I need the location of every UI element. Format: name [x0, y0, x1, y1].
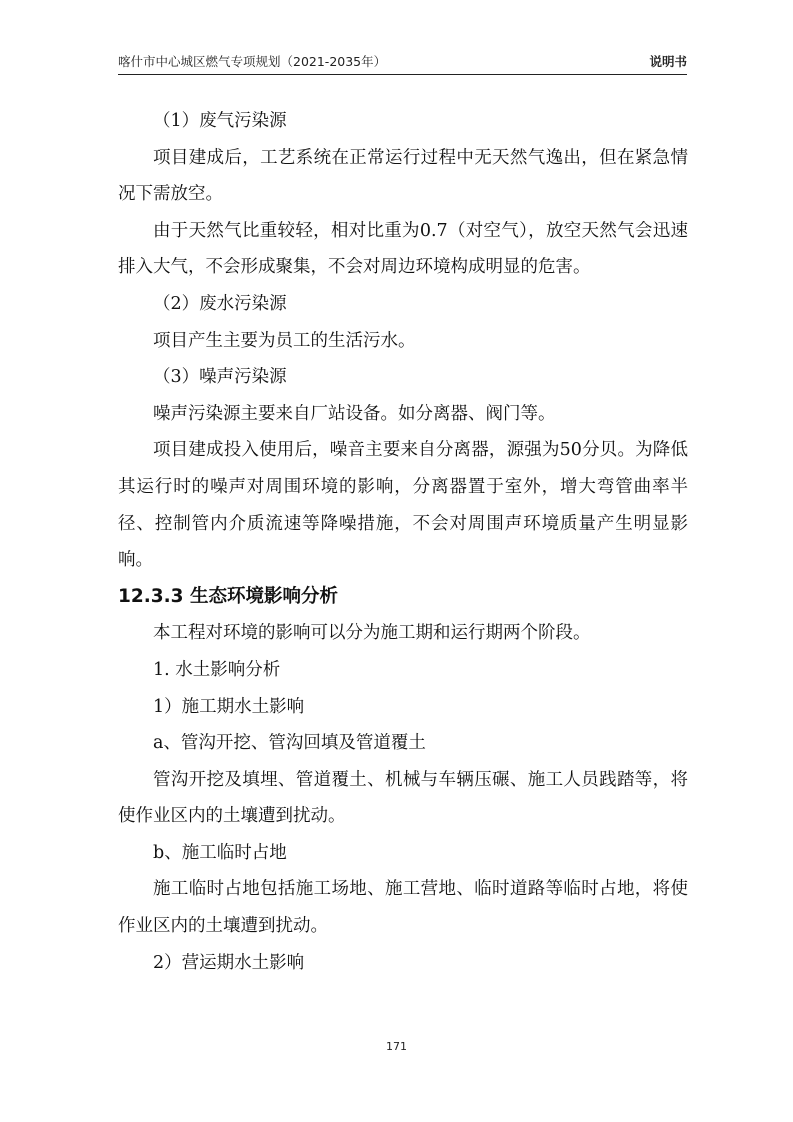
paragraph: 噪声污染源主要来自厂站设备。如分离器、阀门等。: [153, 403, 556, 424]
subsection-exhaust-gas: （1）废气污染源: [153, 111, 287, 131]
paragraph: 项目建成投入使用后，噪音主要来自分离器，源强为50分贝。为降低其运行时的噪声对周围环境的影响，分离器置于室外，增大弯管曲率半径、控制管内介质流速等降噪措施，不会对周围声环境质量产生明显影响。: [118, 440, 688, 571]
page-header: [118, 52, 687, 75]
header-title: 喀什市中心城区燃气专项规划（2021-2035年）: [118, 54, 387, 69]
list-item: 1. 水土影响分析: [153, 659, 281, 680]
paragraph: 管沟开挖及填埋、管道覆土、机械与车辆压碾、施工人员践踏等，将使作业区内的土壤遭到扰动。: [118, 769, 688, 827]
paragraph: 由于天然气比重较轻，相对比重为0.7（对空气），放空天然气会迅速排入大气，不会形成聚集，不会对周边环境构成明显的危害。: [118, 220, 688, 278]
document-body: [118, 103, 688, 981]
list-item: 2）营运期水土影响: [153, 952, 305, 973]
list-item: b、施工临时占地: [153, 842, 287, 863]
paragraph: 项目产生主要为员工的生活污水。: [153, 330, 416, 351]
page-number: 171: [386, 1040, 407, 1053]
header-doc-type: 说明书: [649, 54, 687, 69]
paragraph: 施工临时占地包括施工场地、施工营地、临时道路等临时占地，将使作业区内的土壤遭到扰动。: [118, 879, 688, 937]
paragraph: 项目建成后，工艺系统在正常运行过程中无天然气逸出，但在紧急情况下需放空。: [118, 147, 688, 205]
paragraph: 本工程对环境的影响可以分为施工期和运行期两个阶段。: [153, 623, 591, 644]
list-item: 1）施工期水土影响: [153, 696, 305, 717]
subsection-wastewater: （2）废水污染源: [153, 293, 287, 314]
subsection-noise: （3）噪声污染源: [153, 367, 287, 388]
section-heading: 12.3.3 生态环境影响分析: [118, 585, 338, 607]
list-item: a、管沟开挖、管沟回填及管道覆土: [153, 733, 426, 754]
